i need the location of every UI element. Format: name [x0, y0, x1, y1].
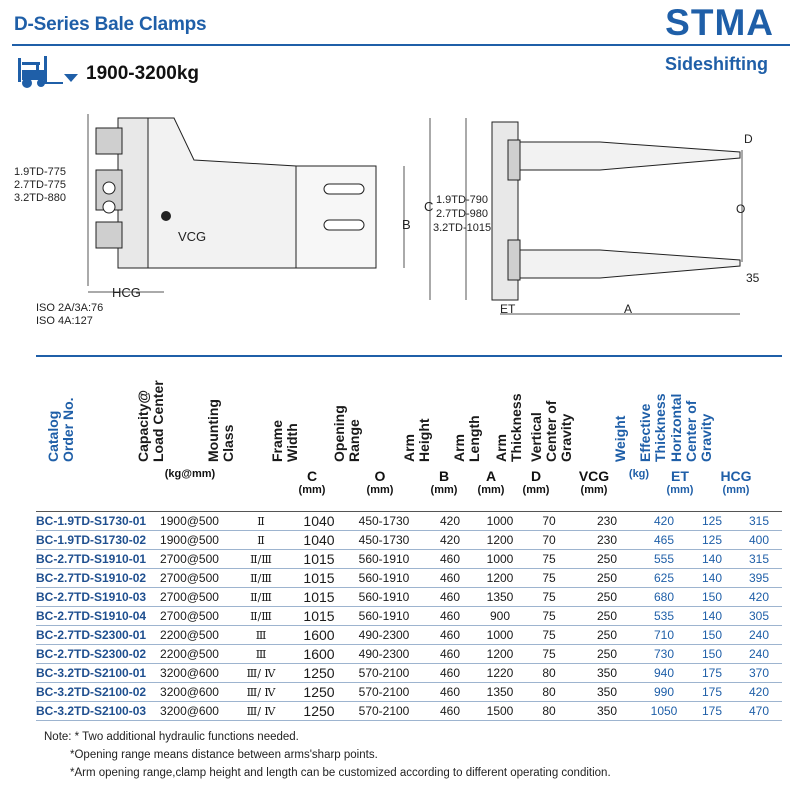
table-cell: 460 — [424, 645, 476, 664]
table-cell: 2700@500 — [151, 588, 228, 607]
table-cell: 240 — [736, 626, 782, 645]
table-cell: 680 — [640, 588, 688, 607]
dim-c-label: C — [424, 199, 434, 214]
table-cell: 75 — [524, 645, 574, 664]
table-cell: 140 — [688, 569, 736, 588]
unit-frame-width: C (mm) — [298, 468, 326, 496]
unit-arm-length: A (mm) — [477, 468, 505, 496]
table-cell: 75 — [524, 569, 574, 588]
table-cell: 305 — [736, 607, 782, 626]
header-arm-length: Arm Length — [451, 415, 482, 462]
table-cell: 350 — [574, 664, 640, 683]
table-cell: 1250 — [294, 683, 344, 702]
model-width-1: 1.9TD-790 — [436, 194, 488, 206]
table-cell: 470 — [736, 702, 782, 721]
table-cell: 460 — [424, 588, 476, 607]
table-cell: 560-1910 — [344, 569, 424, 588]
table-cell: 560-1910 — [344, 588, 424, 607]
header-capacity: Capacity@ Load Center — [135, 380, 166, 462]
dim-o-label: O — [736, 202, 746, 216]
header-hcg: Horizontal Center of Gravity — [668, 393, 714, 462]
iso-note-1: ISO 2A/3A:76 — [36, 302, 104, 314]
model-height-1: 1.9TD-775 — [14, 166, 66, 178]
dim-b-label: B — [402, 217, 411, 232]
table-cell: 2700@500 — [151, 607, 228, 626]
table-cell: 1000 — [476, 512, 524, 531]
table-row — [36, 588, 782, 607]
unit-arm-thickness: D (mm) — [522, 468, 550, 496]
table-cell: 175 — [688, 664, 736, 683]
table-cell: BC-3.2TD-S2100-02 — [36, 683, 151, 702]
table-cell: 460 — [424, 550, 476, 569]
dim-35-label: 35 — [746, 271, 760, 285]
table-cell: Ⅲ/ Ⅳ — [228, 664, 294, 683]
unit-vcg: VCG (mm) — [578, 468, 610, 496]
table-cell: 175 — [688, 683, 736, 702]
table-top-rule — [36, 355, 782, 357]
note-line-2: *Opening range means distance between arms'sharp points. — [70, 749, 378, 761]
header-frame-width: Frame Width — [269, 419, 300, 462]
model-width-3: 3.2TD-1015 — [433, 222, 492, 234]
table-cell: Ⅱ/Ⅲ — [228, 569, 294, 588]
table-cell: 420 — [424, 531, 476, 550]
table-cell: 490-2300 — [344, 626, 424, 645]
header-arm-height: Arm Height — [401, 418, 432, 462]
table-cell: 80 — [524, 664, 574, 683]
table-cell: 1200 — [476, 531, 524, 550]
table-cell: Ⅱ — [228, 531, 294, 550]
table-cell: 1900@500 — [151, 512, 228, 531]
table-cell: 1000 — [476, 550, 524, 569]
side-view-diagram — [84, 110, 424, 300]
table-cell: 1040 — [294, 531, 344, 550]
table-cell: 3200@600 — [151, 683, 228, 702]
model-width-2: 2.7TD-980 — [436, 208, 488, 220]
note-line-1: Note: * Two additional hydraulic functions needed. — [44, 731, 299, 743]
table-cell: 420 — [736, 588, 782, 607]
table-cell: BC-2.7TD-S2300-02 — [36, 645, 151, 664]
notes — [44, 728, 611, 782]
table-cell: Ⅲ — [228, 645, 294, 664]
table-cell: 250 — [574, 588, 640, 607]
table-cell: 1015 — [294, 607, 344, 626]
dim-d-label: D — [744, 132, 753, 146]
table-cell: BC-2.7TD-S2300-01 — [36, 626, 151, 645]
note-line-3: *Arm opening range,clamp height and length can be customized according to different operating condition. — [70, 767, 611, 779]
unit-effective-thickness: ET (mm) — [666, 468, 694, 496]
table-cell: 1250 — [294, 664, 344, 683]
table-cell: 535 — [640, 607, 688, 626]
table-cell: 350 — [574, 683, 640, 702]
page-title: D-Series Bale Clamps — [14, 14, 207, 35]
table-cell: 125 — [688, 531, 736, 550]
table-row — [36, 531, 782, 550]
table-cell: Ⅱ/Ⅲ — [228, 607, 294, 626]
table-row — [36, 569, 782, 588]
header-opening-range: Opening Range — [331, 405, 362, 462]
table-cell: BC-1.9TD-S1730-02 — [36, 531, 151, 550]
table-cell: Ⅱ — [228, 512, 294, 531]
table-cell: 555 — [640, 550, 688, 569]
table-row — [36, 512, 782, 531]
header-vcg: Vertical Center of Gravity — [528, 400, 574, 462]
table-cell: 140 — [688, 607, 736, 626]
table-cell: 230 — [574, 531, 640, 550]
table-cell: 460 — [424, 664, 476, 683]
table-cell: 150 — [688, 588, 736, 607]
table-cell: 460 — [424, 702, 476, 721]
table-row — [36, 607, 782, 626]
table-cell: 2200@500 — [151, 645, 228, 664]
table-cell: 370 — [736, 664, 782, 683]
dim-a-label: A — [624, 302, 633, 316]
table-cell: 420 — [640, 512, 688, 531]
hcg-label: HCG — [112, 285, 141, 300]
table-cell: Ⅲ/ Ⅳ — [228, 702, 294, 721]
table-cell: 420 — [736, 683, 782, 702]
table-cell: 1900@500 — [151, 531, 228, 550]
table-cell: 75 — [524, 607, 574, 626]
table-cell: 450-1730 — [344, 512, 424, 531]
table-cell: 1015 — [294, 569, 344, 588]
table-cell: 395 — [736, 569, 782, 588]
header-divider — [12, 44, 790, 46]
table-cell: 3200@600 — [151, 702, 228, 721]
table-cell: 230 — [574, 512, 640, 531]
table-cell: 350 — [574, 702, 640, 721]
table-cell: 710 — [640, 626, 688, 645]
table-cell: 460 — [424, 607, 476, 626]
table-cell: 250 — [574, 550, 640, 569]
table-cell: 140 — [688, 550, 736, 569]
vcg-label: VCG — [178, 229, 207, 244]
table-cell: 1350 — [476, 683, 524, 702]
table-cell: 940 — [640, 664, 688, 683]
table-row — [36, 550, 782, 569]
table-cell: 570-2100 — [344, 702, 424, 721]
table-cell: 1015 — [294, 550, 344, 569]
table-cell: 1250 — [294, 702, 344, 721]
table-cell: 150 — [688, 645, 736, 664]
table-cell: 3200@600 — [151, 664, 228, 683]
model-height-2: 2.7TD-775 — [14, 179, 66, 191]
table-cell: 1200 — [476, 645, 524, 664]
table-cell: 70 — [524, 512, 574, 531]
table-cell: 400 — [736, 531, 782, 550]
table-cell: Ⅲ — [228, 626, 294, 645]
table-cell: 490-2300 — [344, 645, 424, 664]
table-cell: 1350 — [476, 588, 524, 607]
table-cell: 2700@500 — [151, 569, 228, 588]
table-cell: 560-1910 — [344, 607, 424, 626]
table-cell: 250 — [574, 607, 640, 626]
table-row — [36, 702, 782, 721]
table-cell: 315 — [736, 512, 782, 531]
table-cell: 900 — [476, 607, 524, 626]
unit-arm-height: B (mm) — [430, 468, 458, 496]
unit-capacity: (kg@mm) — [164, 468, 216, 480]
table-cell: 80 — [524, 683, 574, 702]
table-cell: 1000 — [476, 626, 524, 645]
table-cell: 1220 — [476, 664, 524, 683]
capacity-range: 1900-3200kg — [86, 63, 200, 84]
forklift-icon — [14, 52, 82, 90]
model-height-3: 3.2TD-880 — [14, 192, 66, 204]
table-cell: BC-2.7TD-S1910-04 — [36, 607, 151, 626]
header-mounting: Mounting Class — [205, 399, 236, 462]
table-cell: 315 — [736, 550, 782, 569]
table-cell: 1200 — [476, 569, 524, 588]
table-cell: 150 — [688, 626, 736, 645]
table-cell: 250 — [574, 645, 640, 664]
table-cell: Ⅱ/Ⅲ — [228, 550, 294, 569]
unit-opening-range: O (mm) — [366, 468, 394, 496]
table-cell: 75 — [524, 550, 574, 569]
table-cell: 460 — [424, 683, 476, 702]
table-cell: 250 — [574, 569, 640, 588]
table-cell: 990 — [640, 683, 688, 702]
header-catalog: Catalog Order No. — [45, 397, 76, 462]
subtitle: Sideshifting — [665, 54, 768, 74]
dim-et-label: ET — [500, 302, 516, 316]
unit-weight: (kg) — [628, 468, 650, 480]
table-row — [36, 645, 782, 664]
table-cell: BC-2.7TD-S1910-02 — [36, 569, 151, 588]
table-row — [36, 683, 782, 702]
table-cell: 1050 — [640, 702, 688, 721]
table-cell: 1600 — [294, 645, 344, 664]
table-cell: 125 — [688, 512, 736, 531]
table-cell: 465 — [640, 531, 688, 550]
table-cell: 625 — [640, 569, 688, 588]
table-cell: 75 — [524, 626, 574, 645]
table-cell: 1500 — [476, 702, 524, 721]
header-weight: Weight — [612, 415, 628, 462]
table-cell: 420 — [424, 512, 476, 531]
brand-logo: STMA — [665, 2, 774, 43]
table-cell: BC-1.9TD-S1730-01 — [36, 512, 151, 531]
table-cell: 730 — [640, 645, 688, 664]
table-cell: 570-2100 — [344, 683, 424, 702]
table-row — [36, 626, 782, 645]
header-arm-thickness: Arm Thickness — [493, 393, 524, 462]
table-cell: Ⅲ/ Ⅳ — [228, 683, 294, 702]
header-effective-thickness: Effective Thickness — [637, 393, 668, 462]
table-cell: 560-1910 — [344, 550, 424, 569]
table-cell: 175 — [688, 702, 736, 721]
table-cell: 2700@500 — [151, 550, 228, 569]
table-cell: 2200@500 — [151, 626, 228, 645]
table-cell: 80 — [524, 702, 574, 721]
table-row — [36, 664, 782, 683]
table-cell: 1040 — [294, 512, 344, 531]
table-cell: 1015 — [294, 588, 344, 607]
table-cell: 460 — [424, 569, 476, 588]
table-cell: 450-1730 — [344, 531, 424, 550]
table-cell: 1600 — [294, 626, 344, 645]
table-cell: BC-2.7TD-S1910-01 — [36, 550, 151, 569]
spec-table — [36, 511, 782, 721]
table-cell: 250 — [574, 626, 640, 645]
table-cell: 240 — [736, 645, 782, 664]
table-cell: BC-3.2TD-S2100-01 — [36, 664, 151, 683]
table-cell: 75 — [524, 588, 574, 607]
table-cell: 460 — [424, 626, 476, 645]
table-cell: BC-3.2TD-S2100-03 — [36, 702, 151, 721]
unit-hcg: HCG (mm) — [720, 468, 752, 496]
table-cell: Ⅱ/Ⅲ — [228, 588, 294, 607]
table-cell: 70 — [524, 531, 574, 550]
table-cell: 570-2100 — [344, 664, 424, 683]
iso-note-2: ISO 4A:127 — [36, 315, 93, 327]
table-cell: BC-2.7TD-S1910-03 — [36, 588, 151, 607]
